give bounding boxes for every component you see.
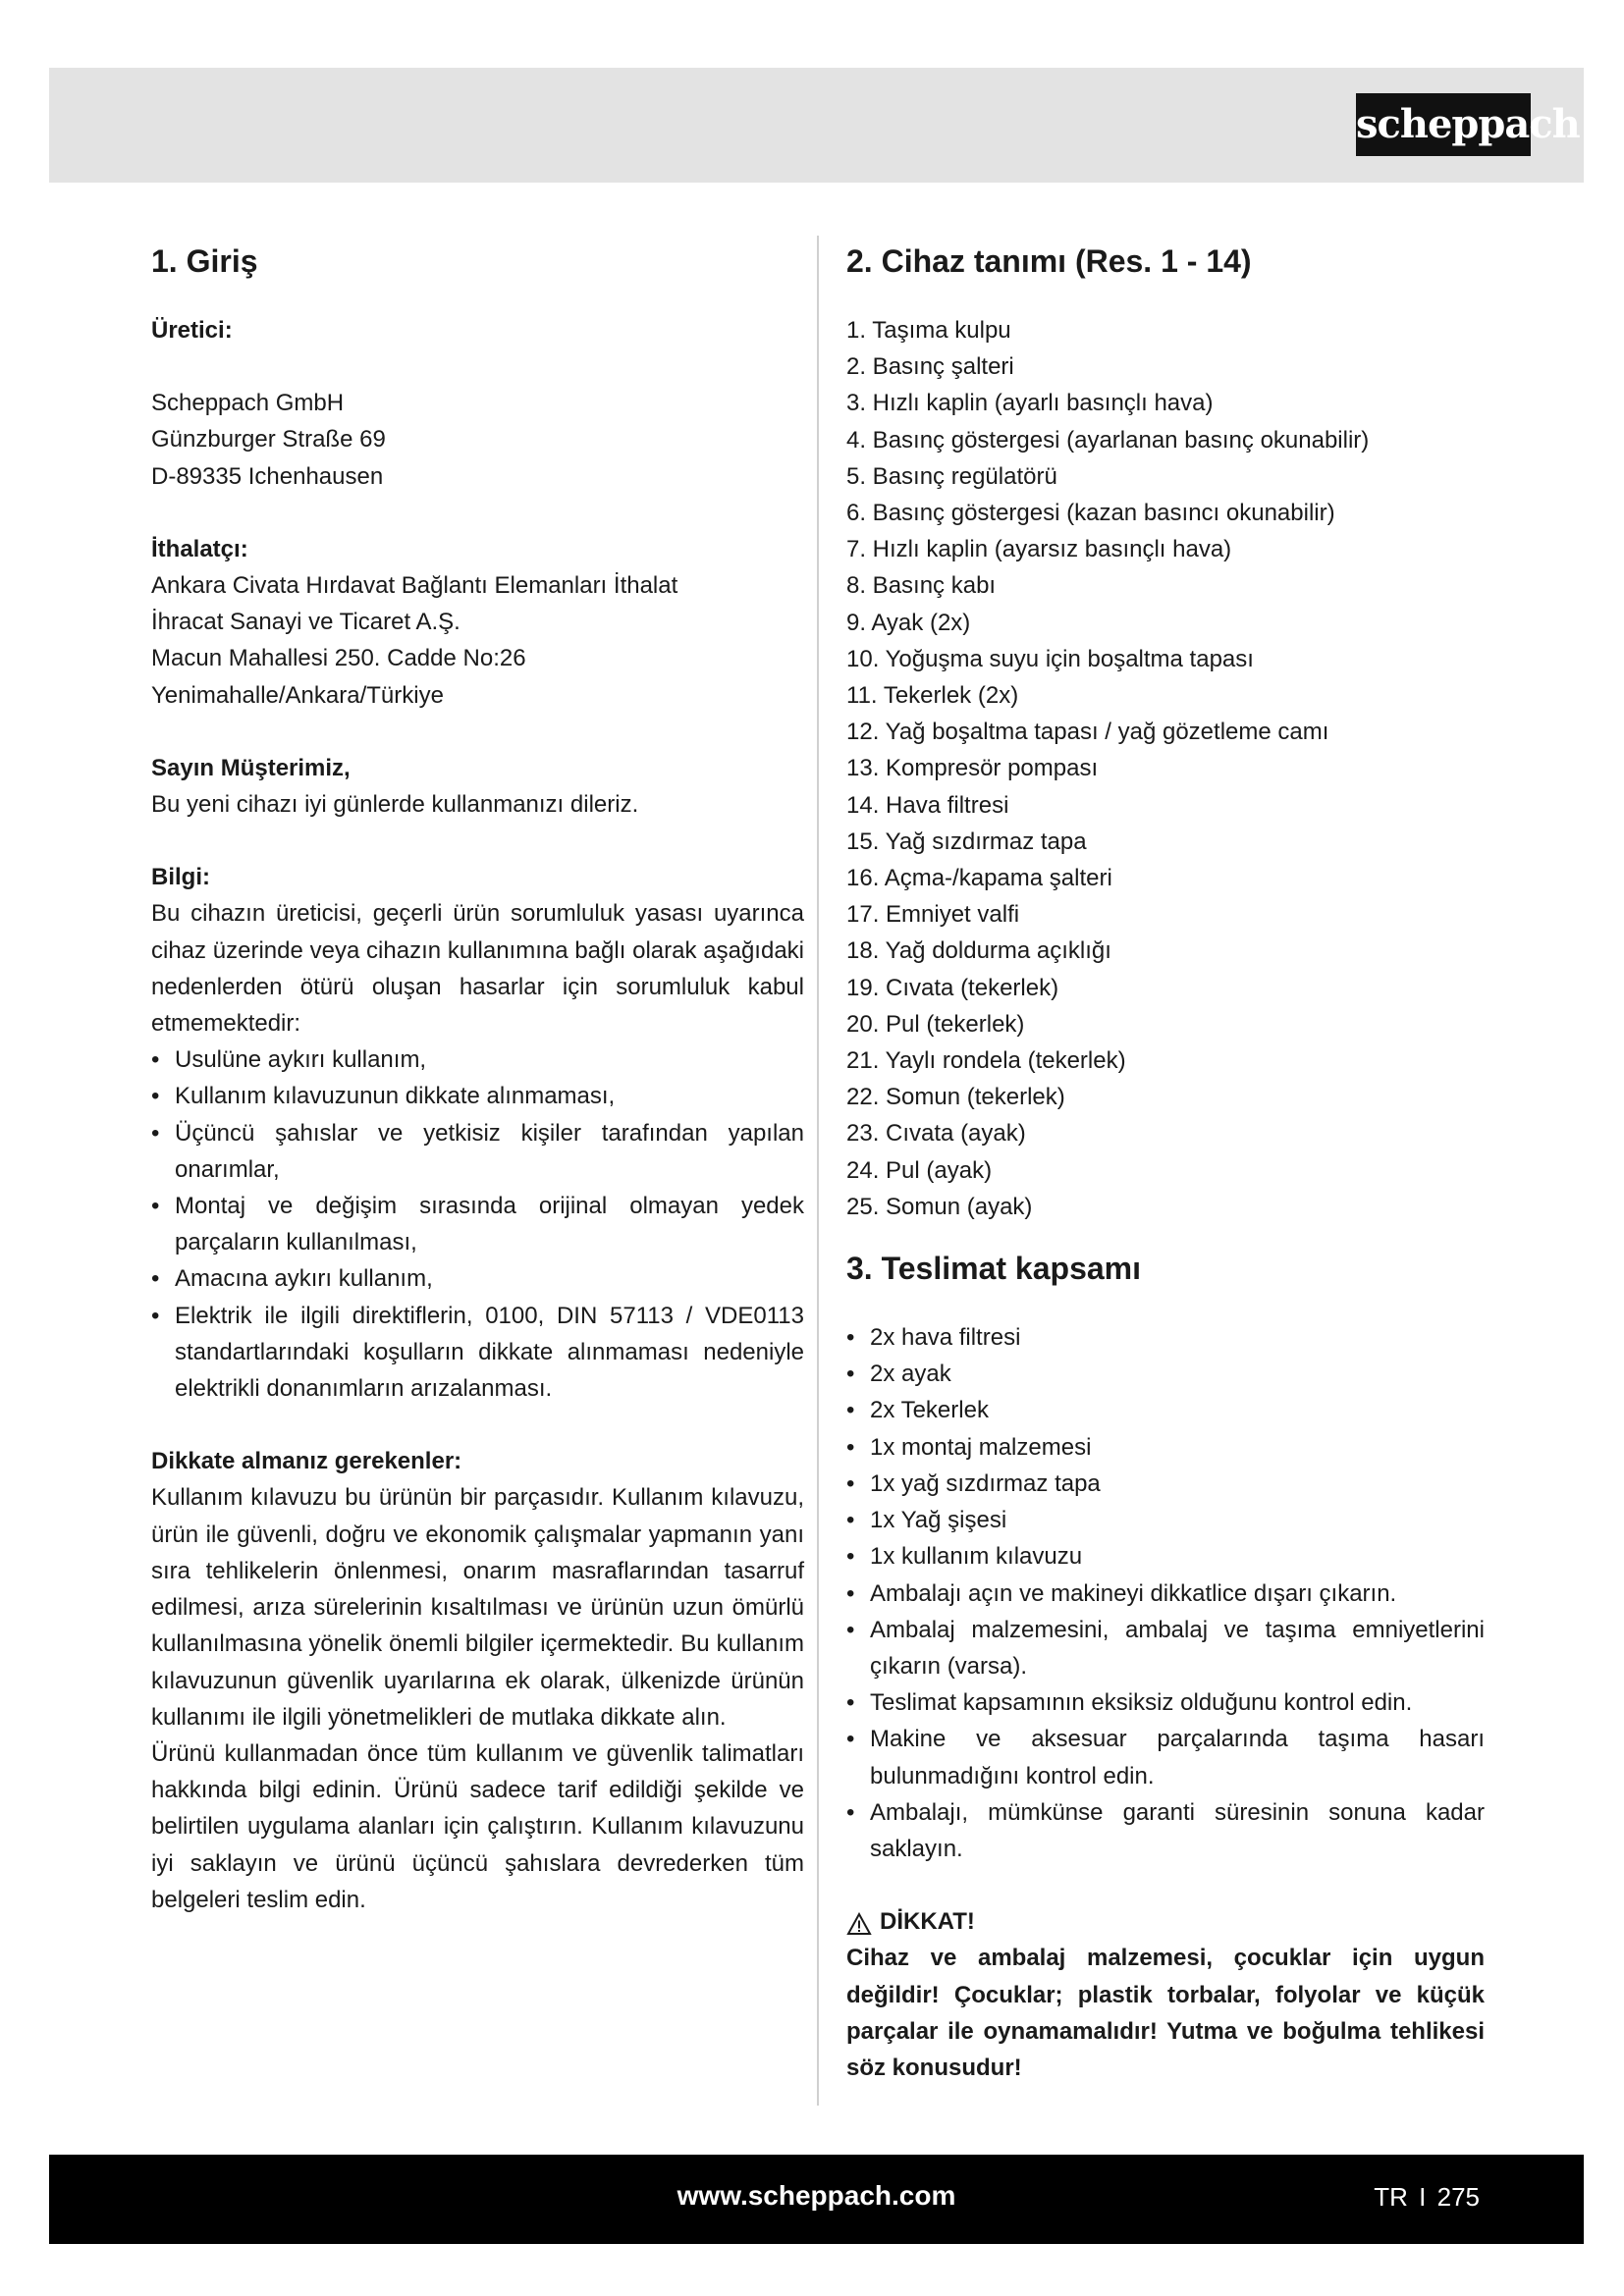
list-item: • 1x yağ sızdırmaz tapa [846, 1466, 1485, 1502]
list-item: 10. Yoğuşma suyu için boşaltma tapası [846, 645, 1254, 672]
list-item: 16. Açma-/kapama şalteri [846, 865, 1112, 892]
section-title-delivery: 3. Teslimat kapsamı [846, 1251, 1141, 1287]
note-paragraph: Ürünü kullanmadan önce tüm kullanım ve güvenlik talimatları hakkında bilgi edinin. Ürünü sadece tarif edildiği şekilde ve belirtilen uygulama alanları için çalıştırın. Kullanım kılavuzunu iyi saklayın ve ürünü üçüncü şahıslara devrederken tüm belgeleri teslim edin. [151, 1739, 804, 1913]
list-item: 7. Hızlı kaplin (ayarsız basınçlı hava) [846, 536, 1232, 563]
list-item: 23. Cıvata (ayak) [846, 1120, 1026, 1148]
page-number: 275 [1436, 2182, 1480, 2212]
list-item: • 1x Yağ şişesi [846, 1502, 1485, 1538]
list-item: • 2x hava filtresi [846, 1319, 1485, 1356]
customer-text: Bu yeni cihazı iyi günlerde kullanmanızı dileriz. [151, 791, 639, 819]
list-item: 20. Pul (tekerlek) [846, 1010, 1025, 1038]
note-label: Dikkate almanız gerekenler: [151, 1448, 462, 1475]
parts-list [846, 312, 1485, 1225]
importer-label: İthalatçı: [151, 535, 248, 562]
list-item: • Makine ve aksesuar parçalarında taşıma hasarı bulunmadığını kontrol edin. [846, 1721, 1485, 1793]
list-item: • Amacına aykırı kullanım, [151, 1260, 804, 1297]
note-paragraph: Kullanım kılavuzu bu ürünün bir parçasıdır. Kullanım kılavuzu, ürün ile güvenli, doğru ve ekonomik çalışmalar yapmanın yanı sıra tehlikelerin önlenmesi, onarım masraflarından tasarruf edilmesi, arıza sürelerinin kısaltılması ve ürünün uzun ömürlü kullanılmasına yönelik önemli bilgiler içermektedir. Bu kullanım kılavuzunun güvenlik uyarılarına ek olarak, ülkenizde ürünün kullanımı ile ilgili yönetmelikleri de mutlaka dikkate alın. [151, 1484, 804, 1731]
list-item: • Teslimat kapsamının eksiksiz olduğunu kontrol edin. [846, 1684, 1485, 1721]
warning-triangle-icon [846, 1910, 872, 1934]
page-indicator [1374, 2155, 1480, 2244]
list-item: 12. Yağ boşaltma tapası / yağ gözetleme camı [846, 719, 1329, 746]
address-line: Yenimahalle/Ankara/Türkiye [151, 681, 444, 709]
address-line: Ankara Civata Hırdavat Bağlantı Elemanları İthalat [151, 572, 678, 600]
address-line: Scheppach GmbH [151, 390, 345, 417]
list-item: • Ambalajı, mümkünse garanti süresinin sonuna kadar saklayın. [846, 1794, 1485, 1867]
list-item: 9. Ayak (2x) [846, 609, 971, 636]
manufacturer-address [151, 385, 804, 495]
list-item: 22. Somun (tekerlek) [846, 1084, 1065, 1111]
list-item: • Üçüncü şahıslar ve yetkisiz kişiler tarafından yapılan onarımlar, [151, 1115, 804, 1188]
section-title-intro: 1. Giriş [151, 243, 258, 279]
list-item: 21. Yaylı rondela (tekerlek) [846, 1047, 1126, 1075]
address-line: D-89335 Ichenhausen [151, 462, 384, 490]
website-link[interactable]: www.scheppach.com [677, 2180, 956, 2211]
customer-greeting: Sayın Müşterimiz, [151, 754, 351, 781]
list-item: 4. Basınç göstergesi (ayarlanan basınç okunabilir) [846, 426, 1370, 454]
list-item: 17. Emniyet valfi [846, 901, 1020, 929]
list-item: 1. Taşıma kulpu [846, 317, 1011, 344]
list-item: • 1x montaj malzemesi [846, 1429, 1485, 1466]
list-item: • 2x Tekerlek [846, 1392, 1485, 1428]
list-item: 18. Yağ doldurma açıklığı [846, 937, 1111, 965]
list-item: • 1x kullanım kılavuzu [846, 1538, 1485, 1575]
list-item: 19. Cıvata (tekerlek) [846, 974, 1059, 1001]
address-line: Günzburger Straße 69 [151, 426, 386, 454]
list-item: 13. Kompresör pompası [846, 755, 1099, 782]
importer-address [151, 567, 804, 714]
list-item: • Ambalaj malzemesini, ambalaj ve taşıma emniyetlerini çıkarın (varsa). [846, 1612, 1485, 1684]
left-column [151, 236, 804, 1918]
address-line: İhracat Sanayi ve Ticaret A.Ş. [151, 609, 460, 636]
list-item: • Usulüne aykırı kullanım, [151, 1041, 804, 1078]
list-item: 14. Hava filtresi [846, 791, 1009, 819]
list-item: 15. Yağ sızdırmaz tapa [846, 828, 1087, 855]
list-item: • Kullanım kılavuzunun dikkate alınmaması, [151, 1078, 804, 1114]
delivery-list [846, 1319, 1485, 1867]
list-item: • Ambalajı açın ve makineyi dikkatlice dışarı çıkarın. [846, 1575, 1485, 1612]
list-item: • Montaj ve değişim sırasında orijinal olmayan yedek parçaların kullanılması, [151, 1188, 804, 1260]
address-line: Macun Mahallesi 250. Cadde No:26 [151, 645, 526, 672]
list-item: 3. Hızlı kaplin (ayarlı basınçlı hava) [846, 390, 1214, 417]
warning-heading [846, 1903, 1485, 1940]
list-item: 11. Tekerlek (2x) [846, 682, 1019, 710]
page-separator: I [1419, 2182, 1427, 2212]
list-item: 25. Somun (ayak) [846, 1193, 1033, 1220]
info-label: Bilgi: [151, 864, 210, 891]
info-text: Bu cihazın üreticisi, geçerli ürün sorumluluk yasası uyarınca cihaz üzerinde veya cihazın kullanımına bağlı olarak aşağıdaki nedenlerden ötürü oluşan hasarlar için sorumluluk kabul etmemektedir: [151, 900, 804, 1038]
right-column [846, 236, 1485, 2086]
list-item: 24. Pul (ayak) [846, 1156, 993, 1184]
section-title-device: 2. Cihaz tanımı (Res. 1 - 14) [846, 243, 1252, 279]
column-divider [817, 236, 819, 2106]
list-item: 6. Basınç göstergesi (kazan basıncı okunabilir) [846, 500, 1335, 527]
footer-bar [49, 2155, 1584, 2244]
manufacturer-label: Üretici: [151, 317, 233, 344]
list-item: • Elektrik ile ilgili direktiflerin, 0100, DIN 57113 / VDE0113 standartlarındaki koşulların dikkate alınmaması nedeniyle elektrikli donanımların arızalanması. [151, 1298, 804, 1408]
list-item: 8. Basınç kabı [846, 572, 997, 600]
language-code: TR [1374, 2182, 1408, 2212]
list-item: 2. Basınç şalteri [846, 353, 1014, 381]
liability-list [151, 1041, 804, 1407]
list-item: 5. Basınç regülatörü [846, 462, 1057, 490]
list-item: • 2x ayak [846, 1356, 1485, 1392]
scheppach-logo: scheppach [1356, 93, 1531, 156]
warning-label: DİKKAT! [880, 1908, 975, 1936]
header-band [49, 68, 1584, 183]
warning-text: Cihaz ve ambalaj malzemesi, çocuklar için uygun değildir! Çocuklar; plastik torbalar, folyolar ve küçük parçalar ile oynamamalıdır! Yutma ve boğulma tehlikesi söz konusudur! [846, 1945, 1485, 2081]
